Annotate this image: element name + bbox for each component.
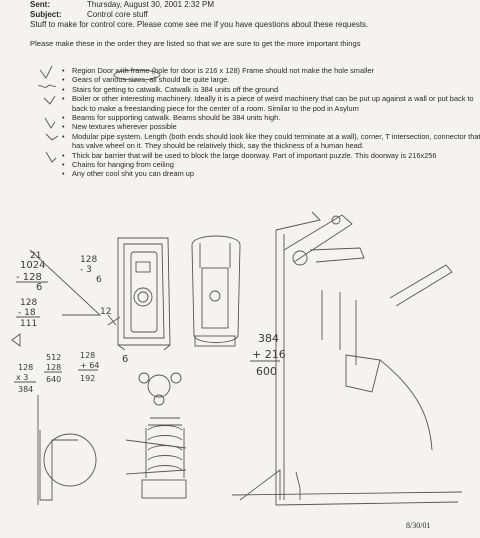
- calc-block-3: [18, 298, 37, 329]
- request-item: • Stairs for getting to catwalk. Catwalk is 384 units off the ground: [66, 85, 480, 94]
- margin-checkmarks: [38, 66, 58, 162]
- hw-calc1-a: 1024: [20, 260, 46, 271]
- request-item: • Modular pipe system. Length (both ends should look like they could terminate at a wall), corner, T intersection, connector that has valve wheel on it. They should be relatively thick, say the thickness of a human head.: [66, 132, 480, 151]
- hw-calc5-r: 384: [18, 385, 34, 394]
- sent-label: Sent:: [30, 0, 50, 9]
- hw-calc6-b: 128: [46, 363, 62, 372]
- intro-text: Please make these in the order they are listed so that we are sure to get the more important things: [30, 39, 361, 48]
- request-item: • New textures wherever possible: [66, 122, 480, 131]
- request-item: • Beams for supporting catwalk. Beams should be 384 units high.: [66, 113, 480, 122]
- small-triangle: [12, 334, 20, 346]
- subject-value: Control core stuff: [87, 10, 148, 19]
- hw-calc6-a: 512: [46, 353, 62, 362]
- hw-calc4-b: + 216: [252, 348, 286, 361]
- hw-label-12: 12: [100, 307, 112, 317]
- hw-calc5-b: x 3: [16, 373, 29, 382]
- hw-calc6-r: 640: [46, 375, 62, 384]
- hw-calc7-b: + 64: [80, 361, 100, 370]
- subject-label: Subject:: [30, 10, 62, 19]
- sent-value: Thursday, August 30, 2001 2:32 PM: [87, 0, 215, 9]
- request-item: • Thick bar barrier that will be used to block the large doorway. Part of important puzzle. This doorway is 216x256: [66, 151, 480, 160]
- hw-calc2-a: 128: [80, 255, 98, 265]
- boiler-sketch: [192, 236, 240, 346]
- request-item: • Region Door with frame (hole for door is 216 x 128) Frame should not make the hole smaller: [66, 66, 480, 75]
- hw-label-6: 6: [122, 354, 129, 365]
- request-item: • Boiler or other interesting machinery. Ideally it is a piece of weird machinery that can be put up against a wall or put back to back to make a freestanding piece for the center of a room. Similar to the pod in Asylum: [66, 94, 480, 113]
- hw-calc7-a: 128: [80, 351, 96, 360]
- date-stamp: 8/30/01: [406, 521, 431, 530]
- hw-calc2-b: - 3: [80, 265, 92, 275]
- hw-calc3-b: - 18: [18, 308, 36, 318]
- hw-calc1-b: - 128: [16, 272, 42, 283]
- hw-calc3-a: 128: [20, 298, 38, 308]
- hw-calc1-r: 6: [36, 282, 43, 293]
- request-item: • Gears of various sizes, all should be quite large.: [66, 75, 480, 84]
- hw-calc3-r: 111: [20, 319, 38, 329]
- calc-block-4: [252, 332, 286, 378]
- hw-angle-21: 21: [30, 251, 42, 261]
- request-item: • Any other cool shit you can dream up: [66, 169, 480, 178]
- gear-sketch: [139, 373, 181, 405]
- hw-calc4-a: 384: [258, 332, 279, 345]
- calc-block-1: [16, 260, 45, 293]
- pipe-corner-sketch: [38, 395, 96, 505]
- hw-calc2-r: 6: [96, 275, 102, 285]
- request-item: • Chains for hanging from ceiling: [66, 160, 480, 169]
- circle-annotation: [114, 70, 160, 80]
- hw-calc4-r: 600: [256, 365, 277, 378]
- hw-calc7-r: 192: [80, 374, 96, 383]
- hw-calc5-a: 128: [18, 363, 34, 372]
- header-note: Stuff to make for control core. Please come see me if you have questions about these requests.: [30, 20, 369, 29]
- coil-sketch: [126, 418, 186, 498]
- door-frame-sketch: [108, 238, 170, 350]
